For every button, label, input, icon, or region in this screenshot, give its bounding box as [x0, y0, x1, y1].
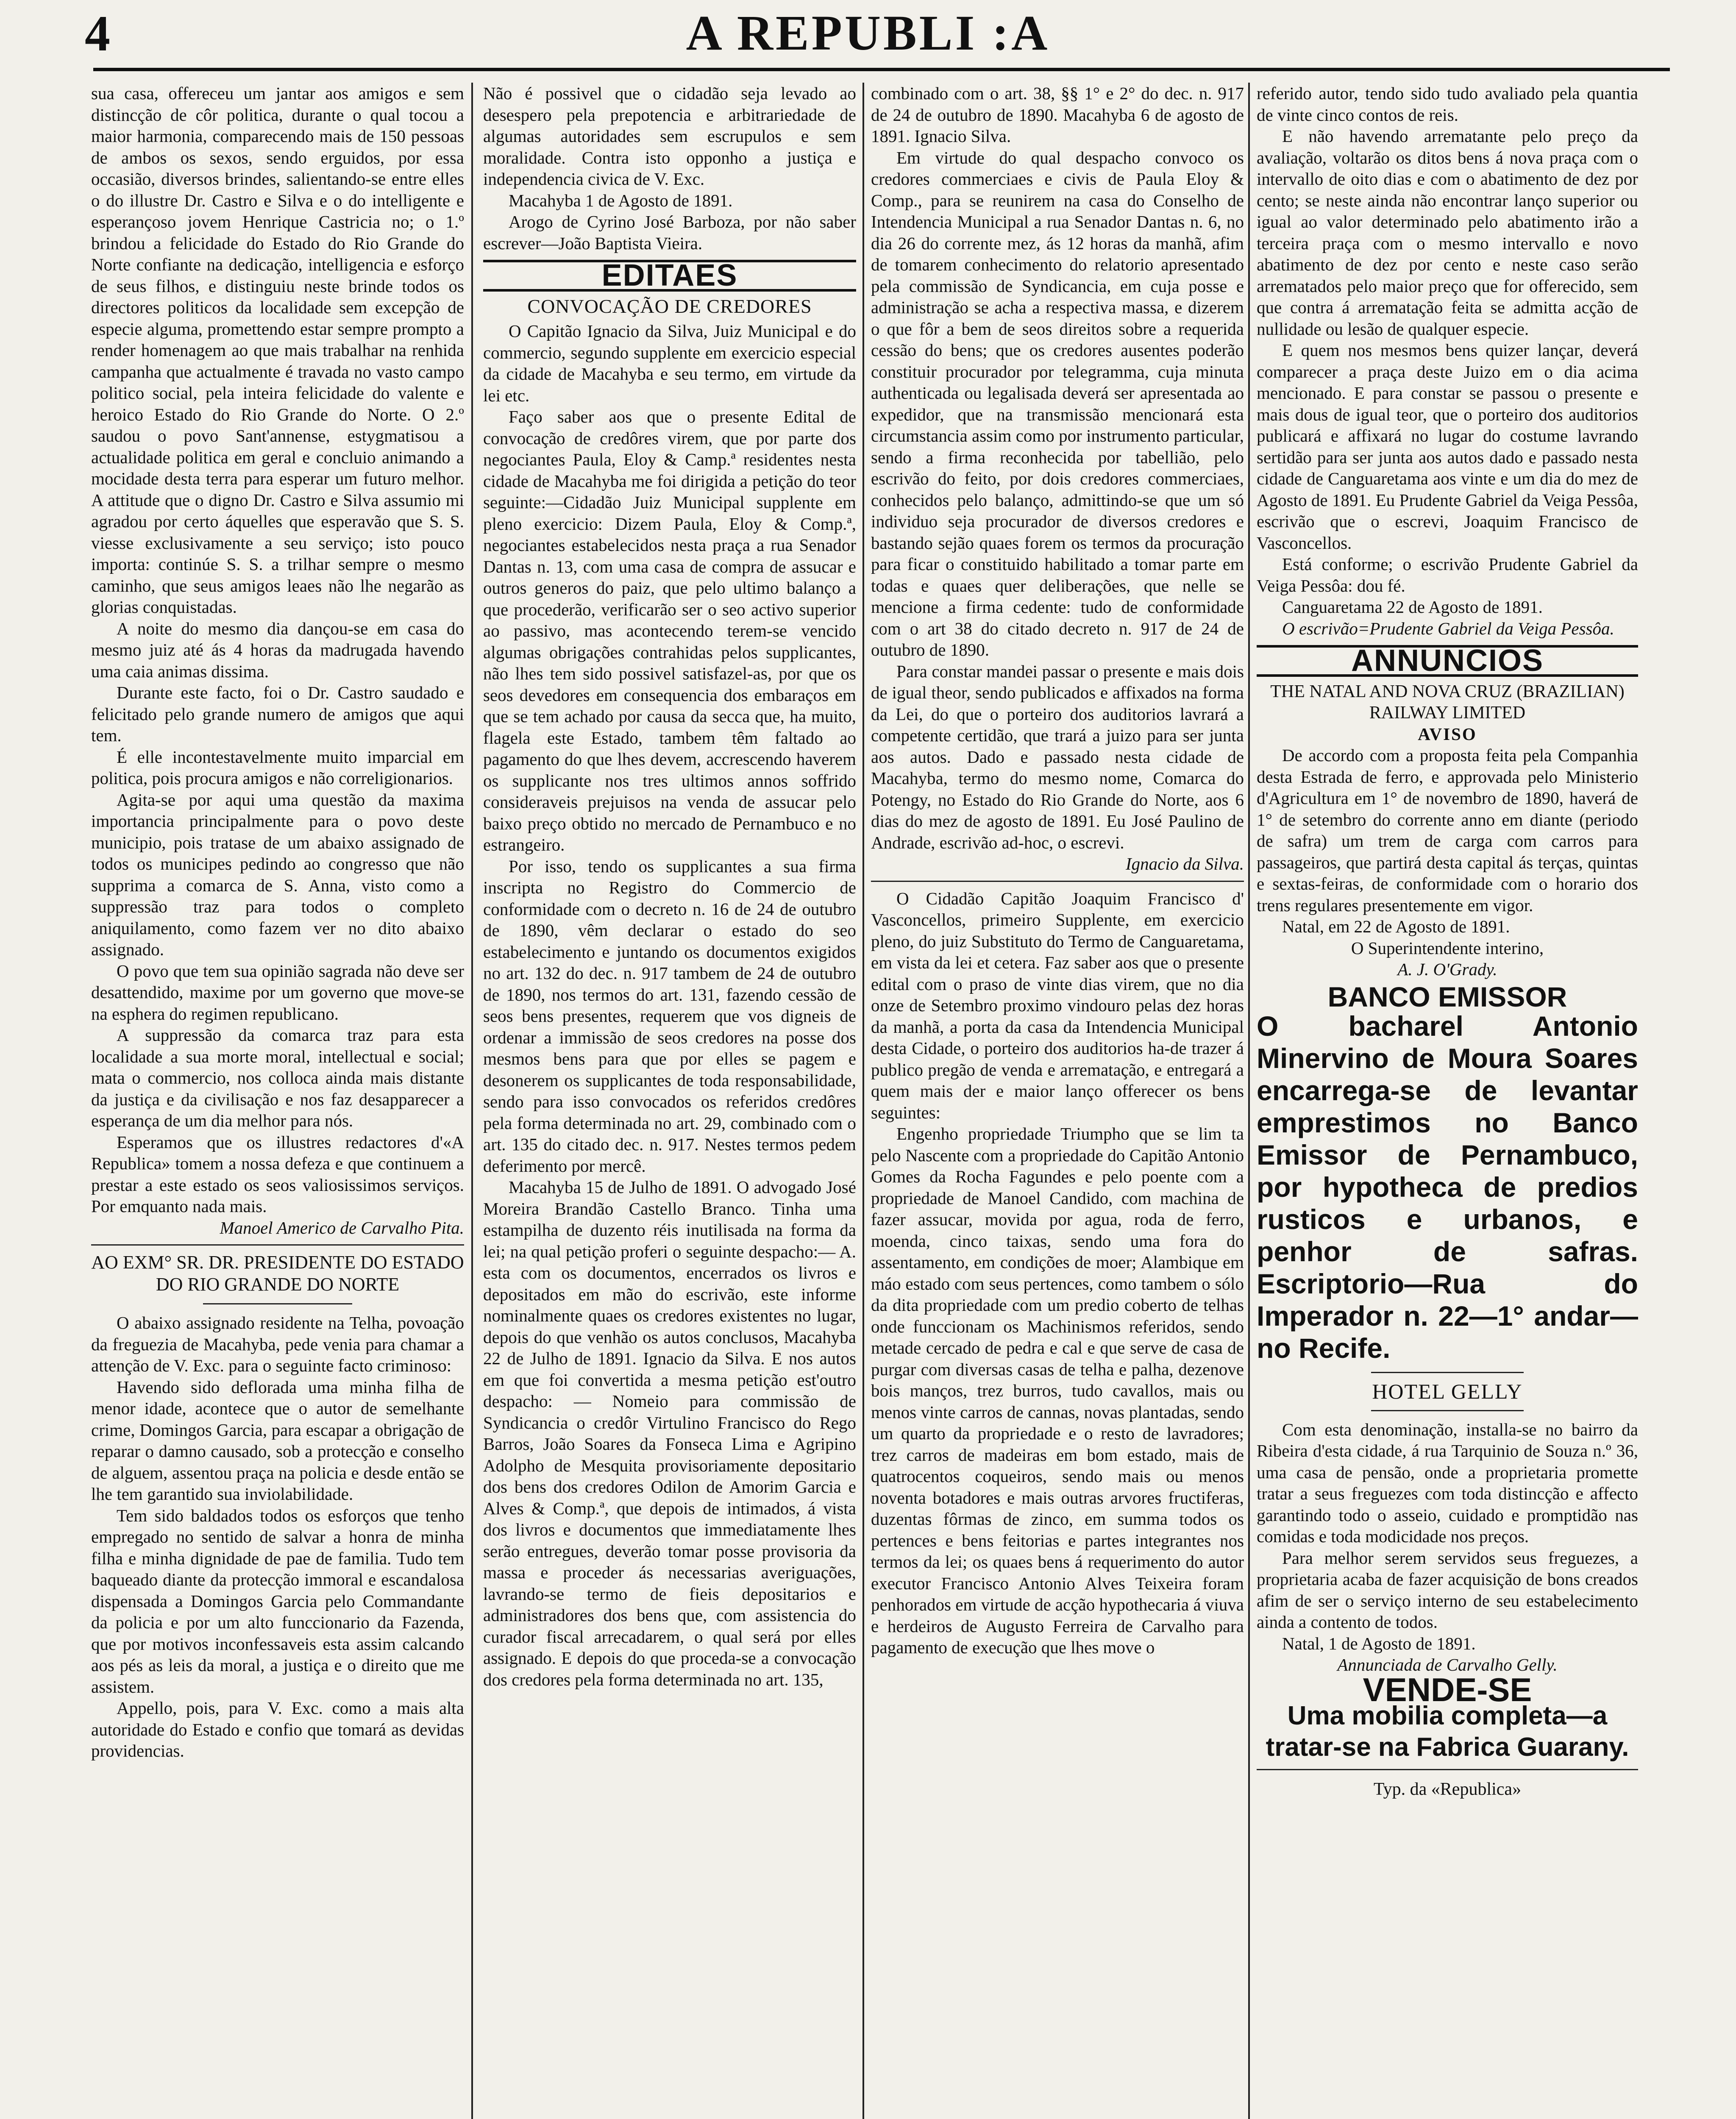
railway-date: Natal, em 22 de Agosto de 1891. [1282, 917, 1510, 936]
aviso-heading: AVISO [1418, 724, 1477, 744]
article-paragraph: sua casa, offereceu um jantar aos amigos e sem distincção de côr politica, durante o qual tocou a maior harmonia, comparecendo mais de 150 pessoas de ambos os sexos, sendo erguidos, por essa occasião, diversos brindes, salientando-se entre elles o do illustre Dr. Castro e Silva e o do intelligente e esperançoso jovem Henrique Castricia no; o 1.º brindou a felicidade do Estado do Rio Grande do Norte confiante na dedicação, intelligencia e esforço de seus filhos, e distinguiu neste brinde todos os directores politicos da localidade sem excepção de especie alguma, promettendo estar sempre prompto a render homenagem ao que mais trabalhar na renhida campanha que actualmente é travada no vasto campo politico social, pela inteira felicidade do valente e heroico Estado do Rio Grande do Norte. O 2.º saudou o povo Sant'annense, estygmatisou a actualidade politica em geral e concluio animando a mocidade desta terra para esperar um futuro melhor. A attitude que o digno Dr. Castro e Silva assumio mi agradou por certo áquelles que esperavão que S. S. viesse exclusivamente a seu serviço; isto pouco importa: continúe S. S. a trilhar sempre o mesmo caminho, que seus amigos leaes não lhe negarão as glorias conquistadas. [91, 83, 464, 617]
newspaper-title: A REPUBLI :A [686, 5, 1050, 61]
petition-paragraph: Havendo sido deflorada uma minha filha de menor idade, acontece que o autor de semelhante crime, Domingos Garcia, para escapar a obrigação de reparar o damno causado, sob a protecção e conselho de alguem, assentou praça na policia e desde então se lhe tem garantido sua inviolabilidade. [91, 1377, 464, 1504]
petition-paragraph: Não é possivel que o cidadão seja levado ao desespero pela prepotencia e arbitrariedade de algumas autoridades sem escrupulos e sem moralidade. Contra isto opponho a justiça e independencia civica de V. Exc. [483, 83, 856, 189]
article-paragraph: A suppressão da comarca traz para esta localidade a sua morte moral, intellectual e social; mata o commercio, nos colloca ainda mais distante da justiça e da civilisação e nos faz desapparecer a esperança de um dia melhor para nós. [91, 1025, 464, 1130]
separator [203, 1303, 352, 1304]
separator [871, 881, 1244, 882]
railway-title: O Superintendente interino, [1351, 938, 1544, 958]
separator [1257, 1769, 1638, 1770]
column-divider [862, 83, 864, 2119]
vende-text: Uma mobilia completa—a tratar-se na Fabrica Guarany. [1266, 1701, 1629, 1762]
railway-signature: A. J. O'Grady. [1397, 959, 1497, 979]
edital-paragraph: Em virtude do qual despacho convoco os credores commerciaes e civis de Paula Eloy & Comp., para se reunirem na casa do Conselho de Intendencia Municipal a rua Senador Dantas n. 6, no dia 26 do corrente mez, ás 12 horas da manhã, afim de tomarem conhecimento do relatorio apresentado pela commissão de Syndicancia, em cuja posse e administração se acha a respectiva massa, e dizerem o que fôr a bem de seos direitos sobre a requerida cessão do bens; que os credores ausentes poderão constituir procurador por telegramma, cuja minuta authenticada ou legalisada deverá ser apresentada ao expedidor, que na transmissão mencionará esta circumstancia assim como por instrumento particular, sendo a firma reconhecida por tabellião, pelo escrivão do feito, por dois credores commerciaes, conhecidos pelo balanço, admittindo-se que um só individuo seja procurador de diversos credores e bastando sejão quaes forem os termos da procuração para ficar o constituido habilitado a tomar parte em todas e quaes quer deliberações, que nelle se mencione a firma cedente: tudo de conformidade com o art 38 do citado decreto n. 917 de 24 de outubro de 1890. [871, 147, 1244, 659]
article-paragraph: Durante este facto, foi o Dr. Castro saudado e felicitado pelo grande numero de amigos que aqui tem. [91, 683, 464, 745]
edital-paragraph: E quem nos mesmos bens quizer lançar, deverá comparecer a praça deste Juizo em o dia acima mencionado. E para constar se passou o presente e mais dous de igual teor, que o porteiro dos auditorios publicará e affixará no lugar do costume lavrando sertidão para ser junta aos autos dado e passado nesta cidade de Canguaretama aos vinte e um dia do mez de Agosto de 1891. Eu Prudente Gabriel da Veiga Pessôa, escrivão que o escrevi, Joaquim Francisco de Vasconcellos. [1257, 340, 1638, 553]
separator [91, 1244, 464, 1246]
railway-heading: THE NATAL AND NOVA CRUZ (BRAZILIAN) RAILWAY LIMITED [1270, 681, 1625, 723]
hotel-date: Natal, 1 de Agosto de 1891. [1282, 1633, 1476, 1653]
column-divider [1248, 83, 1250, 2119]
petition-paragraph: O abaixo assignado residente na Telha, povoação da freguezia de Macahyba, pede venia para chamar a attenção de V. Exc. para o seguinte facto criminoso: [91, 1313, 464, 1375]
edital-paragraph: Macahyba 15 de Julho de 1891. O advogado José Moreira Brandão Castello Branco. Tinha uma estampilha de duzento réis inutilisada na forma da lei; na qual petição proferi o seguinte despacho:— A. esta com os documentos, encerrados os livros e depositados em mão do escrivão, este informe nominalmente quaes os credores existentes no lugar, depois do que venhão os autos conclusos, Macahyba 22 de Julho de 1891. Ignacio da Silva. E nos autos em que foi convertida a mesma petição est'outro despacho: — Nomeio para commissão de Syndicancia o credôr Virtulino Francisco do Rego Barros, João Soares da Fonseca Lima e Agripino Adolpho de Mesquita provisoriamente depositario dos bens dos credores Odilon de Amorim Garcia e Alves & Comp.ª, que depois de intimados, á vista dos livros e documentos que immediatamente lhes serão entregues, deverão tomar posse provisoria da massa e proceder ás necessarias averiguações, lavrando-se termo de fieis depositarios e administradores dos bens que, com assistencia do curador fiscal arrecadarem, o qual será por elles assignado. E depois do que proceda-se a convocação dos credores pela forma determinada no art. 135, [483, 1177, 856, 1689]
separator [1371, 1372, 1524, 1373]
railway-paragraph: De accordo com a proposta feita pela Companhia desta Estrada de ferro, e approvada pelo Ministerio d'Agricultura em 1° de novembro de 1890, haverá de 1° de setembro do corrente anno em diante (periodo de safra) um trem de carga com carros para passageiros, que partirá desta capital ás terças, quintas e sextas-feiras, de conformidade com o horario dos trens regulares presentemente em vigor. [1257, 745, 1638, 915]
editaes-heading: EDITAES [483, 260, 856, 292]
vende-heading: VENDE-SE [1363, 1671, 1532, 1708]
edital-paragraph: Faço saber aos que o presente Edital de convocação de credôres virem, que por parte dos negociantes Paula, Eloy & Camp.ª residentes nesta cidade de Macahyba me foi dirigida a petição do teor seguinte:—Cidadão Juiz Municipal supplente em pleno exercicio: Dizem Paula, Eloy & Comp.ª, negociantes estabelecidos nesta praça a rua Senador Dantas n. 13, com uma casa de compra de assucar e outros generos do paiz, que pelo ultimo balanço a que procederão, verificarão ser o seo activo superior ao passivo, mas acontecendo terem-se vencido algumas obrigações contrahidas pelos supplicantes, não lhes tem sido possivel satisfazel-as, por que os seos devedores em consequencia dos embaraços em que se tem achado por causa da secca que, ha muito, flagela este Estado, tambem têm faltado ao pagamento do que lhes devem, accrescendo haverem os supplicante nos tres ultimos annos soffrido consideraveis prejuisos na venda de assucar pelo baixo preço obtido no mercado de Pernambuco e no estrangeiro. [483, 407, 856, 854]
petition-date: Macahyba 1 de Agosto de 1891. [509, 190, 733, 210]
edital-paragraph: Por isso, tendo os supplicantes a sua firma inscripta no Registro do Commercio de conformidade com o decreto n. 16 de 24 de outubro de 1890, vêm declarar o estado do seo estabelecimento e juntando os documentos exigidos no art. 132 do dec. n. 917 tambem de 24 de outubro de 1890, nos termos do art. 131, fazendo cessão de seos bens presentes, requerem que vos digneis de ordenar a immissão de seos credores na posse dos mesmos bens para que por elles se pagem e desonerem os supplicantes de toda responsabilidade, sendo para isso convocados os referidos credôres pela forma determinada no art. 29, combinado com o art. 135 do citado dec. n. 917. Nestes termos pedem deferimento por mercê. [483, 856, 856, 1176]
edital-paragraph: Está conforme; o escrivão Prudente Gabriel da Veiga Pessôa: dou fé. [1257, 554, 1638, 595]
article-paragraph: O povo que tem sua opinião sagrada não deve ser desattendido, maxime por um governo que move-se na esphera do regimen republicano. [91, 961, 464, 1023]
article-paragraph: Esperamos que os illustres redactores d'«A Republica» tomem a nossa defeza e que continuem a prestar a este estado os seos valiosissimos serviços. Por emquanto nada mais. [91, 1132, 464, 1216]
petition-paragraph: Appello, pois, para V. Exc. como a mais alta autoridade do Estado e confio que tomará as devidas providencias. [91, 1698, 464, 1760]
separator [1371, 1410, 1524, 1411]
petition-paragraph: Tem sido baldados todos os esforços que tenho empregado no sentido de salvar a honra de minha filha e minha dignidade de pae de familia. Tudo tem baqueado diante da protecção immoral e escandalosa dispensada a Domingos Garcia pelo Commandante da policia e por um alto funccionario da Fazenda, que por motivos inconfessaveis esta assim calcando aos pés as leis da moral, a justiça e o direito que me assistem. [91, 1505, 464, 1696]
hotel-paragraph: Com esta denominação, installa-se no bairro da Ribeira d'esta cidade, á rua Tarquinio de Souza n.º 36, uma casa de pensão, onde a proprietaria promette tratar a seus freguezes com toda distincção e affecto garantindo todo o asseio, cuidado e promptidão nas comidas e toda modicidade nos preços. [1257, 1419, 1638, 1546]
edital-date: Canguaretama 22 de Agosto de 1891. [1282, 597, 1543, 617]
edital-paragraph: O Capitão Ignacio da Silva, Juiz Municipal e do commercio, segundo supplente em exercicio especial da cidade de Macahyba e seu termo, em virtude da lei etc. [483, 321, 856, 405]
hotel-signature: Annunciada de Carvalho Gelly. [1337, 1655, 1558, 1674]
edital-paragraph: Para constar mandei passar o presente e mais dois de igual theor, sendo publicados e affixados na forma da Lei, do que o porteiro dos auditorios lavrará a competente certidão, que trará a juizo para ser junta aos autos. Dado e passado nesta cidade de Macahyba, termo do mesmo nome, Comarca do Potengy, no Estado do Rio Grande do Norte, aos 6 dias do mez de agosto de 1891. Eu José Paulino de Andrade, escrivão ad-hoc, o escrevi. [871, 661, 1244, 852]
signature: Manoel Americo de Carvalho Pita. [220, 1218, 464, 1237]
edital-signature: O escrivão=Prudente Gabriel da Veiga Pessôa. [1282, 618, 1614, 638]
petition-signature: Arogo de Cyrino José Barboza, por não saber escrever—João Baptista Vieira. [483, 212, 856, 253]
hotel-paragraph: Para melhor serem servidos seus freguezes, a proprietaria acaba de fazer acquisição de bons creados afim de ser o serviço interno de seu estabelecimento ainda a contento de todos. [1257, 1548, 1638, 1632]
signature: Ignacio da Silva. [1126, 854, 1244, 873]
article-paragraph: É elle incontestavelmente muito imparcial em politica, pois procura amigos e não correligionarios. [91, 747, 464, 788]
column-divider [471, 83, 473, 2119]
edital-paragraph: Engenho propriedade Triumpho que se lim ta pelo Nascente com a propriedade do Capitão Antonio Gomes da Rocha Fagundes e pelo poente com a propriedade de Manoel Candido, com machina de fazer assucar, movida por agua, roda de ferro, moenda, cinco taixas, sendo uma fora do assentamento, em condições de moer; Alambique em máo estado com seus pertences, como tambem o sólo da dita propriedade com um predio coberto de telhas onde funccionam os Machinismos referidos, sendo metade cercado de pedra e cal e que serve de casa de purgar com diversas casas de telha e palha, dezenove bois manços, trez burros, tudo cavallos, mais ou menos vinte carros de cannas, novas plantadas, sendo um quarto da propriedade e o resto de lavradores; trez carros de madeiras em bom estado, mais de quatrocentos coqueiros, sendo mais ou menos noventa botadores e mais outras arvores fructiferas, duzentas fôrmas de zinco, em summa todos os pertences e bens feitorias e partes integrantes nos termos da lei; os quaes bens á requerimento do autor executor Francisco Antonio Alves Teixeira foram penhorados em virtude de acção hypothecaria á viuva e herdeiros de Augusto Ferreira de Carvalho para pagamento de execução que lhes move o [871, 1124, 1244, 1657]
article-paragraph: A noite do mesmo dia dançou-se em casa do mesmo juiz até ás 4 horas da madrugada havendo uma caia animas dissima. [91, 618, 464, 681]
column-1 [91, 83, 464, 2119]
column-4 [1257, 83, 1638, 2119]
printer-imprint: Typ. da «Republica» [1373, 1780, 1522, 1799]
top-rule [93, 68, 1670, 71]
edital-paragraph: referido autor, tendo sido tudo avaliado pela quantia de vinte cinco contos de reis. [1257, 83, 1638, 125]
column-2 [483, 83, 856, 2119]
masthead [0, 0, 1736, 64]
banco-text: O bacharel Antonio Minervino de Moura Soares encarrega-se de levantar emprestimos no Banco Emissor de Pernambuco, por hypotheca de predios rusticos e urbanos, e penhor de safras. Escriptorio—Rua do Imperador n. 22—1° andar—no Recife. [1257, 1010, 1638, 1364]
edital-paragraph: O Cidadão Capitão Joaquim Francisco d' Vasconcellos, primeiro Supplente, em exercicio pleno, do juiz Substituto do Termo de Canguaretama, em vista da lei et cetera. Faz saber aos que o presente edital com o praso de vinte dias virem, que no dia onze de Setembro proximo vindouro pelas dez horas da manhã, a porta da casa da Intendencia Municipal desta Cidade, o porteiro dos auditorios ha-de trazer á publico pregão de venda e arrematação, e entregará a quem mais der e maior lanço offerecer os bens seguintes: [871, 888, 1244, 1122]
edital-paragraph: E não havendo arrematante pelo preço da avaliação, voltarão os ditos bens á nova praça com o intervallo de oito dias e com o abatimento de dez por cento; se neste ainda não encontrar lanço superior ou igual ao valor determinado pelo abatimento irão a terceira praça com o mesmo intervallo e novo abatimento de dez por cento e neste caso serão arrematados pelo maior preço que for offerecido, sem que contra á arrematação feita se admitta acção de nullidade ou lesão de qualquer especie. [1257, 126, 1638, 339]
annuncios-heading: ANNUNCIOS [1257, 645, 1638, 677]
hotel-heading: HOTEL GELLY [1372, 1379, 1523, 1403]
petition-heading: AO EXM° SR. DR. PRESIDENTE DO ESTADO DO RIO GRANDE DO NORTE [91, 1252, 464, 1295]
convocacao-heading: CONVOCAÇÃO DE CREDORES [527, 295, 812, 317]
column-3 [871, 83, 1244, 2119]
page-number: 4 [85, 5, 110, 61]
article-paragraph: Agita-se por aqui uma questão da maxima importancia principalmente para o povo deste municipio, pois tratase de um abaixo assignado de todos os municipes pedindo ao congresso que não supprima a comarca de S. Anna, visto como a suppressão traz para todos o completo aniquilamento, como fazem ver no dito abaixo assignado. [91, 790, 464, 959]
banco-heading: BANCO EMISSOR [1327, 981, 1567, 1012]
edital-paragraph: combinado com o art. 38, §§ 1° e 2° do dec. n. 917 de 24 de outubro de 1890. Macahyba 6 de agosto de 1891. Ignacio Silva. [871, 83, 1244, 146]
